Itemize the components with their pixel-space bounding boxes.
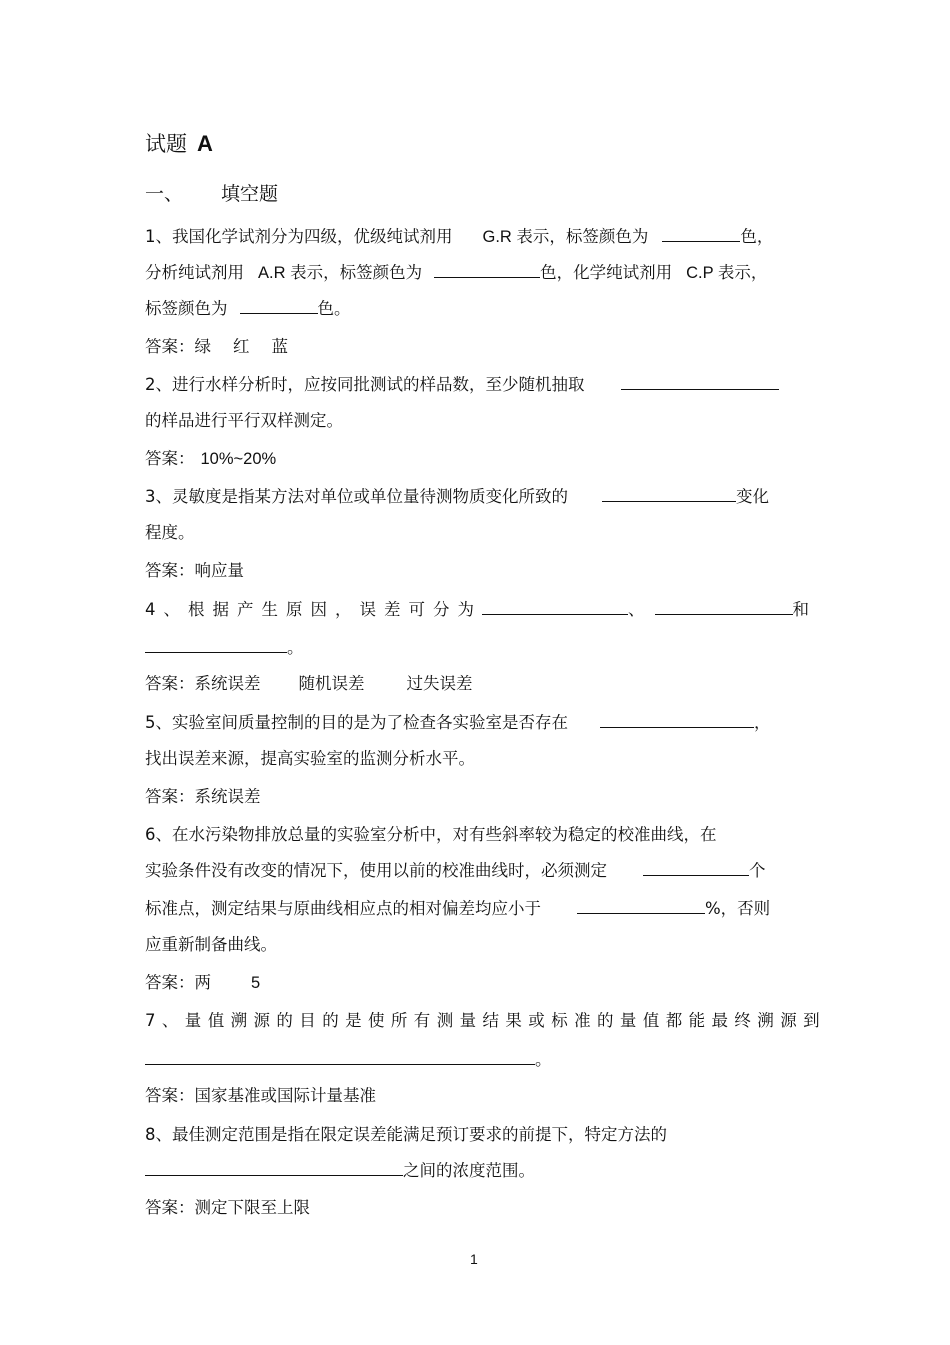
- question-8-line-2: 之间的浓度范围。: [145, 1160, 535, 1182]
- question-3-line-2: 程度。: [145, 523, 195, 542]
- question-6-line-1: 6、在水污染物排放总量的实验室分析中，对有些斜率较为稳定的校准曲线，在: [145, 825, 717, 844]
- answer-5: 答案：系统误差: [145, 787, 261, 806]
- question-7-line-2: 。: [145, 1049, 552, 1071]
- question-8-line-1: 8、最佳测定范围是指在限定误差能满足预订要求的前提下，特定方法的: [145, 1125, 667, 1144]
- question-4-line-2: 。: [145, 637, 304, 659]
- answer-7: 答案：国家基准或国际计量基准: [145, 1086, 376, 1105]
- question-5-line-1: 5、实验室间质量控制的目的是为了检查各实验室是否存在 ，: [145, 713, 771, 732]
- answer-4: 答案：系统误差 随机误差 过失误差: [145, 674, 473, 693]
- question-6-line-3: 标准点，测定结果与原曲线相应点的相对偏差均应小于 %，否则: [145, 899, 771, 918]
- question-1-line-3: 标签颜色为 色。: [145, 299, 351, 318]
- question-2-line-2: 的样品进行平行双样测定。: [145, 411, 343, 430]
- answer-3: 答案：响应量: [145, 561, 244, 580]
- question-1-line-2: 分析纯试剂用 A.R 表示，标签颜色为 色，化学纯试剂用 C.P 表示，: [145, 263, 768, 282]
- answer-6: 答案：两 5: [145, 973, 261, 992]
- question-6-line-4: 应重新制备曲线。: [145, 935, 277, 954]
- page-number: 1: [470, 1251, 478, 1267]
- question-4-line-1: 4、根据产生原因，误差可分为 、 和: [145, 600, 809, 619]
- answer-8: 答案：测定下限至上限: [145, 1198, 310, 1217]
- question-5-line-2: 找出误差来源，提高实验室的监测分析水平。: [145, 749, 475, 768]
- section-heading: 一、 填空题: [145, 183, 279, 205]
- question-3-line-1: 3、灵敏度是指某方法对单位或单位量待测物质变化所致的 变化: [145, 487, 769, 506]
- question-2-line-1: 2、进行水样分析时，应按同批测试的样品数，至少随机抽取: [145, 374, 779, 396]
- page-title: 试题 A: [145, 131, 213, 156]
- question-6-line-2: 实验条件没有改变的情况下，使用以前的校准曲线时，必须测定 个: [145, 861, 766, 880]
- answer-2: 答案： 10%~20%: [145, 449, 277, 468]
- question-7-line-1: 7、量值溯源的目的是使所有测量结果或标准的量值都能最终溯源到: [145, 1011, 826, 1030]
- answer-1: 答案：绿 红 蓝: [145, 337, 288, 356]
- question-1-line-1: 1、我国化学试剂分为四级，优级纯试剂用 G.R 表示，标签颜色为 色，: [145, 227, 774, 246]
